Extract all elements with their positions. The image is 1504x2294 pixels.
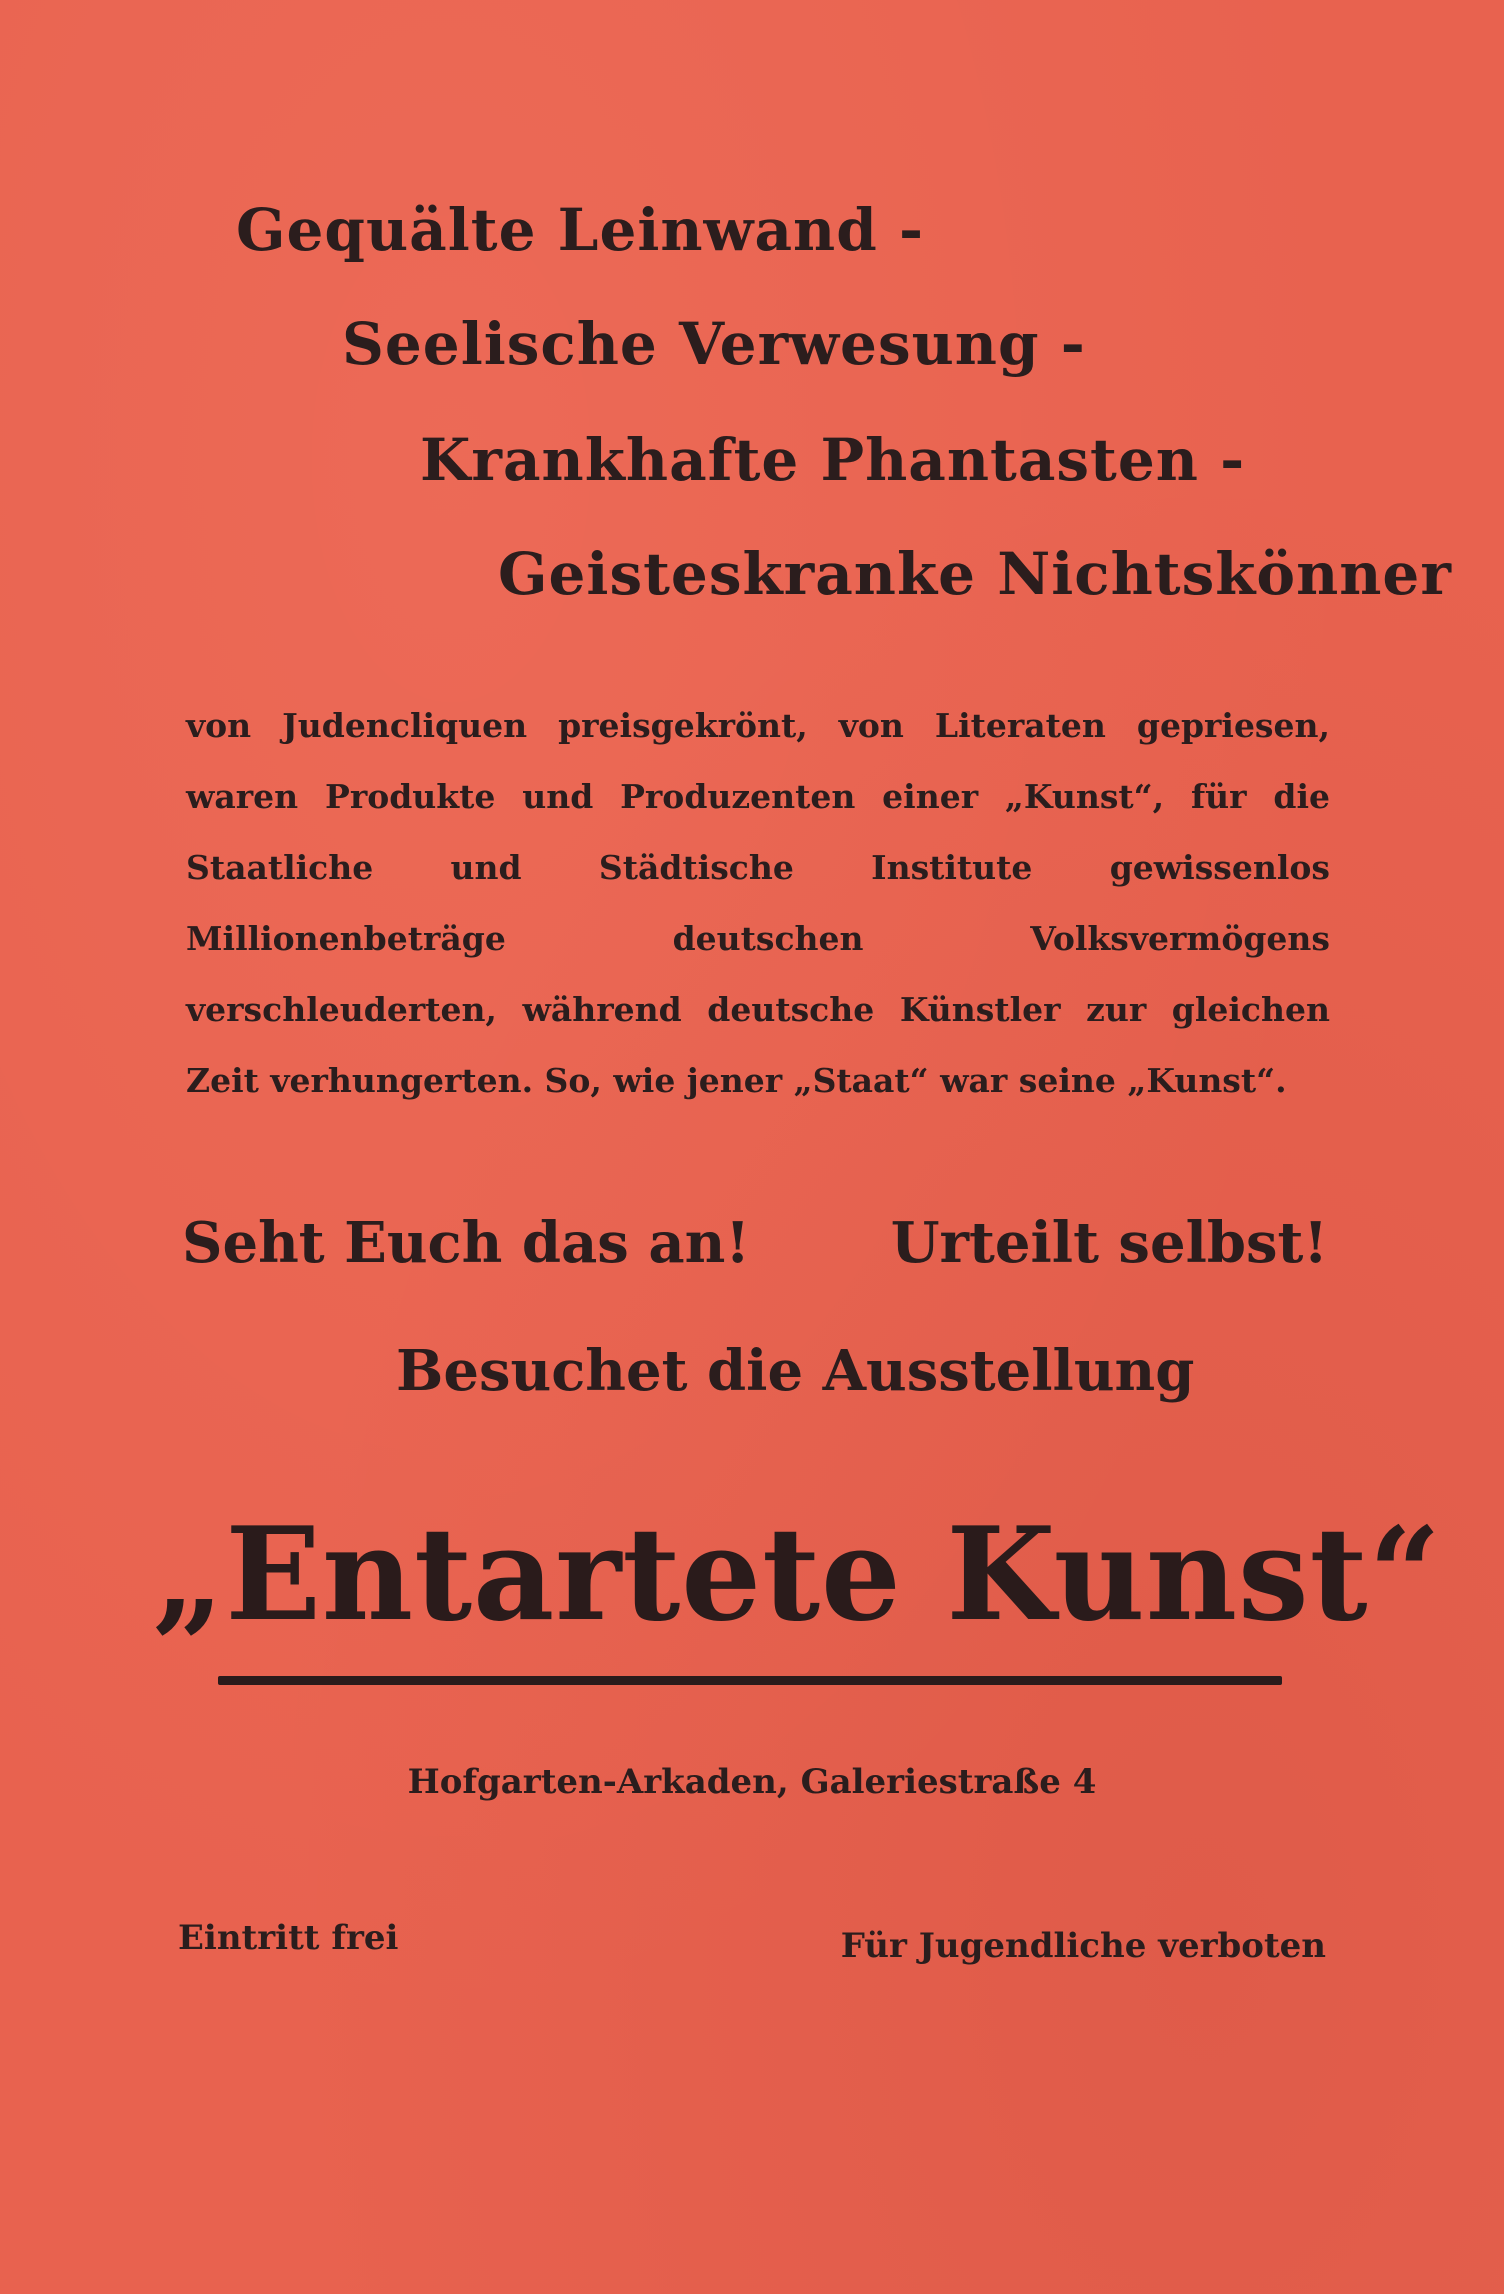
headline-1: Gequälte Leinwand - bbox=[236, 196, 925, 264]
call-left: Seht Euch das an! bbox=[182, 1210, 750, 1276]
title-block bbox=[140, 1500, 1442, 1700]
headline-4: Geisteskranke Nichtskönner bbox=[498, 540, 1452, 608]
call-right: Urteilt selbst! bbox=[890, 1210, 1328, 1276]
invite-line: Besuchet die Ausstellung bbox=[396, 1338, 1195, 1404]
exhibition-title: „Entartete Kunst“ bbox=[152, 1500, 1442, 1650]
title-underline bbox=[218, 1676, 1282, 1685]
age-restriction-note: Für Jugendliche verboten bbox=[840, 1926, 1326, 1966]
admission-note: Eintritt frei bbox=[178, 1918, 399, 1958]
headline-3: Krankhafte Phantasten - bbox=[420, 426, 1246, 494]
address-line: Hofgarten-Arkaden, Galeriestraße 4 bbox=[407, 1762, 1097, 1802]
headline-2: Seelische Verwesung - bbox=[342, 310, 1086, 378]
body-paragraph: von Judencliquen preisgekrönt, von Literaten gepriesen, waren Produkte und Produzenten einer „Kunst“, für die Staatliche und Städtische Institute gewissenlos Millionenbeträge deutschen Volksvermögens verschleuderten, während deutsche Künstler zur gleichen Zeit verhungerten. So, wie jener „Staat“ war seine „Kunst“. bbox=[186, 706, 1330, 1100]
